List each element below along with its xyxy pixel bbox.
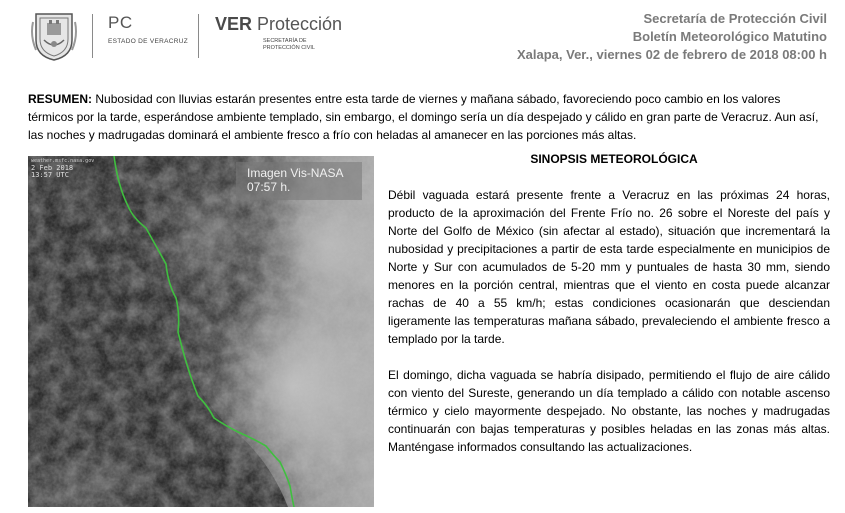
state-seal-icon (30, 10, 78, 62)
satellite-time: 13:57 UTC (31, 171, 69, 179)
satellite-caption-time: 07:57 h. (247, 180, 291, 194)
synopsis-paragraph-2: El domingo, dicha vaguada se habría disipado, permitiendo el flujo de aire cálido con viento del Sureste, generando un día templado a cálido con notable ascenso térmico y cielo mayormente despejado. No obstante, las noches y madrugadas continuarán con bajas temperaturas y posibles heladas en las zonas más altas. Manténgase informados consultando las actualizaciones. (388, 368, 830, 454)
satellite-picture (28, 156, 374, 507)
bulletin-date: Xalapa, Ver., viernes 02 de febrero de 2018 08:00 h (516, 47, 827, 62)
pc-logo (108, 14, 188, 45)
bulletin-title: Boletín Meteorológico Matutino (632, 29, 827, 44)
pc-logo-subtitle: ESTADO DE VERACRUZ (108, 38, 189, 45)
satellite-date: 2 Feb 2018 (31, 164, 74, 172)
bulletin-heading (517, 10, 827, 64)
pc-logo-title: PC (108, 13, 133, 32)
summary-text: Nubosidad con lluvias estarán presentes entre esta tarde de viernes y mañana sábado, favoreciendo poco cambio en los valores térmicos por la tarde, esperándose ambiente templado, sin embargo, el domingo sería un día despejado y cálido en gran parte de Veracruz. Aun así, las noches y madrugadas dominará el ambiente fresco a frío con heladas al amanecer en las porciones más altas. (28, 92, 819, 142)
satellite-caption-title: Imagen Vis-NASA (247, 166, 344, 180)
agency-name: Secretaría de Protección Civil (643, 11, 827, 26)
satellite-image (28, 156, 374, 507)
satellite-caption-box (236, 162, 362, 200)
header-divider (198, 14, 199, 58)
summary-label: RESUMEN: (28, 92, 93, 106)
synopsis-title: SINOPSIS METEOROLÓGICA (530, 152, 698, 166)
synopsis-paragraph-1: Débil vaguada estará presente frente a Veracruz en las próximas 24 horas, producto de la aproximación del Frente Frío no. 26 sobre el Noreste del país y Norte del Golfo de México (sin afectar al estado), situación que incrementará la nubosidad y precipitaciones a partir de esta tarde especialmente en municipios de Norte y Sur con acumulados de 5-20 mm y puntuales de hasta 30 mm, siendo menores en la porción central, mientras que el viento en costa puede alcanzar rachas de 40 a 55 km/h; estas condiciones ocasionarán que desciendan ligeramente las temperaturas mañana sábado, prevaleciendo el ambiente fresco a templado por la tarde. (388, 188, 830, 346)
ver-logo-text: Protección (252, 14, 343, 34)
ver-logo-bold: VER (215, 14, 253, 34)
header-divider (92, 14, 93, 58)
ver-logo-subtitle: SECRETARÍA DE PROTECCIÓN CIVIL (263, 38, 315, 51)
ver-proteccion-logo (215, 14, 343, 51)
summary-paragraph (28, 90, 826, 144)
bulletin-header (0, 0, 845, 78)
satellite-timestamp (31, 165, 73, 179)
satellite-source-text: weather.msfc.nasa.gov (31, 158, 95, 164)
synopsis-section (388, 150, 830, 456)
